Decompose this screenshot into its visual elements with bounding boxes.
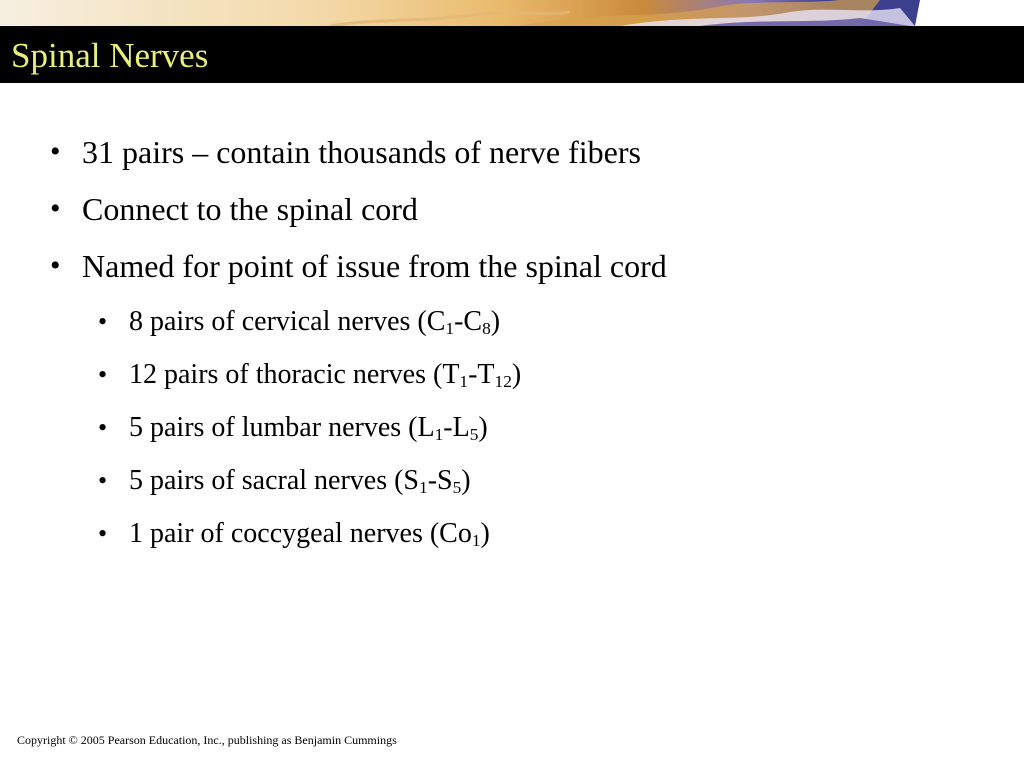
bullet-text: Named for point of issue from the spinal cord (82, 248, 667, 284)
sub-bullet-text: 5 pairs of lumbar nerves $(L_1-L_5)$ (129, 412, 488, 444)
bullet-icon: • (98, 466, 108, 495)
copyright-footer: Copyright © 2005 Pearson Education, Inc., publishing as Benjamin Cummings (17, 733, 397, 747)
bullet-icon: • (98, 519, 108, 548)
slide-title: Spinal Nerves (11, 36, 209, 75)
bullet-icon: • (50, 249, 61, 282)
bullet-icon: • (98, 413, 108, 442)
sub-bullet-text: 1 pair of coccygeal nerves $(Co_1)$ (129, 518, 490, 550)
bullet-text: 31 pairs – contain thousands of nerve fibers (82, 134, 641, 170)
decorative-banner-image (0, 0, 1024, 26)
bullet-icon: • (98, 307, 108, 336)
header-decoration (0, 0, 1024, 26)
sub-bullet-text: 5 pairs of sacral nerves $(S_1-S_5)$ (129, 465, 471, 497)
bullet-icon: • (98, 360, 108, 389)
bullet-icon: • (50, 135, 61, 168)
bullet-icon: • (50, 192, 61, 225)
sub-bullet-text: 8 pairs of cervical nerves $(C_1-C_8)$ (129, 306, 501, 338)
bullet-text: Connect to the spinal cord (82, 191, 418, 227)
sub-bullet-text: 12 pairs of thoracic nerves $(T_1-T_{12})$ (129, 359, 522, 391)
